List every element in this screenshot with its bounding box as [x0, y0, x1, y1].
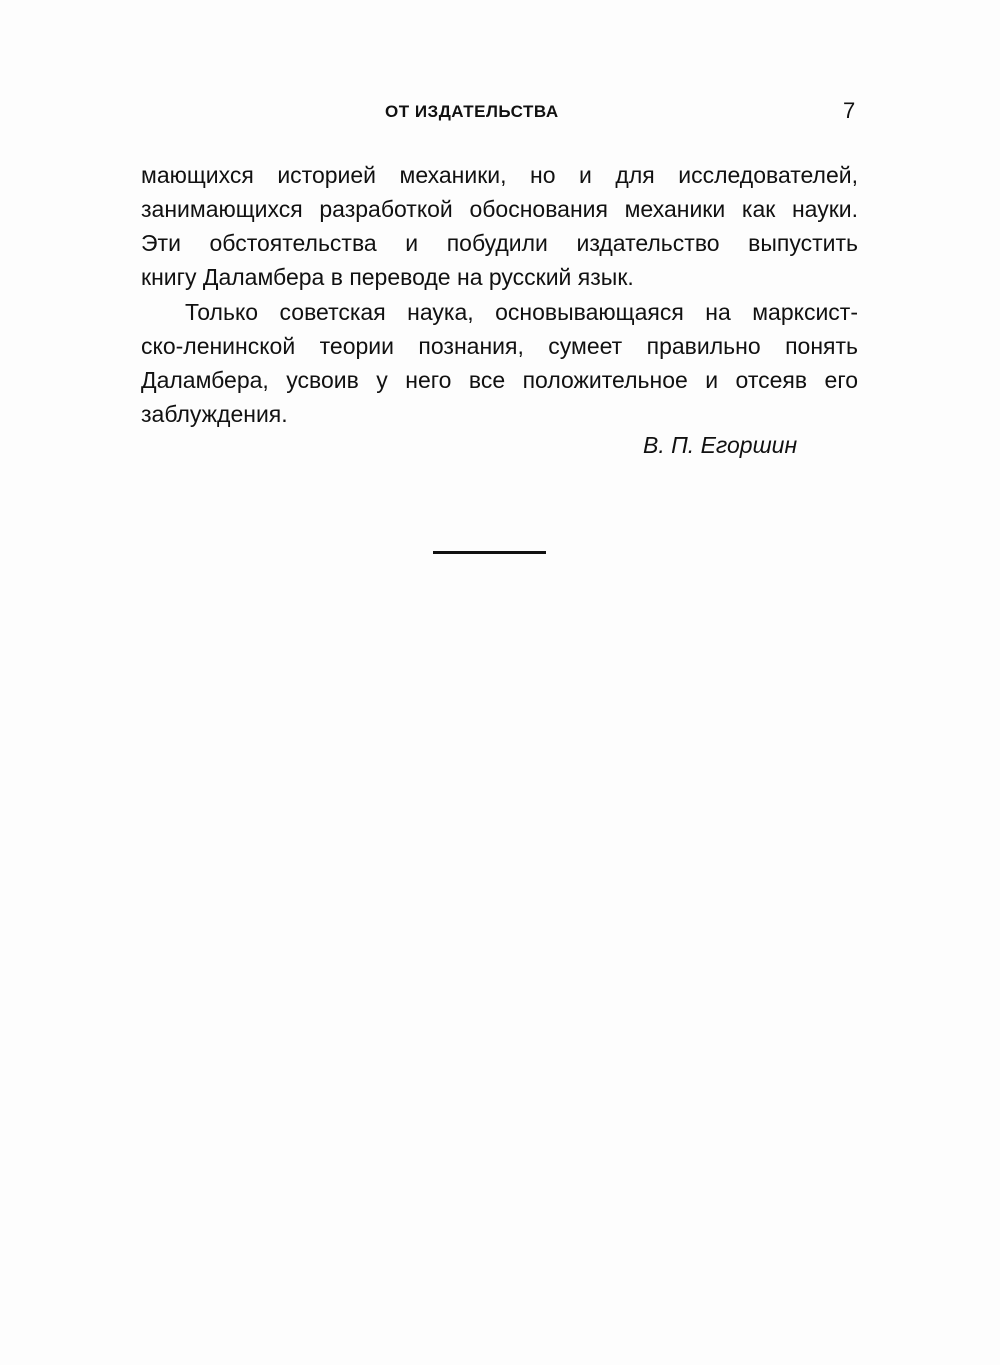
section-divider — [433, 551, 546, 554]
author-signature: В. П. Егоршин — [643, 432, 798, 458]
page-number: 7 — [843, 98, 856, 123]
text-line: Даламбера, усвоив у него все положительное и отсеяв его — [141, 367, 858, 393]
text-line: занимающихся разработкой обоснования механики как науки. — [141, 196, 858, 222]
text-line: мающихся историей механики, но и для исследователей, — [141, 162, 858, 188]
text-line: Эти обстоятельства и побудили издательство выпустить — [141, 230, 858, 256]
text-line: Только советская наука, основывающаяся на марксист- — [185, 299, 858, 325]
running-title: ОТ ИЗДАТЕЛЬСТВА — [385, 102, 559, 121]
page-header — [0, 98, 1000, 128]
text-line: книгу Даламбера в переводе на русский язык. — [141, 264, 634, 290]
text-line: ско-ленинской теории познания, сумеет правильно понять — [141, 333, 858, 359]
text-line: заблуждения. — [141, 401, 288, 427]
